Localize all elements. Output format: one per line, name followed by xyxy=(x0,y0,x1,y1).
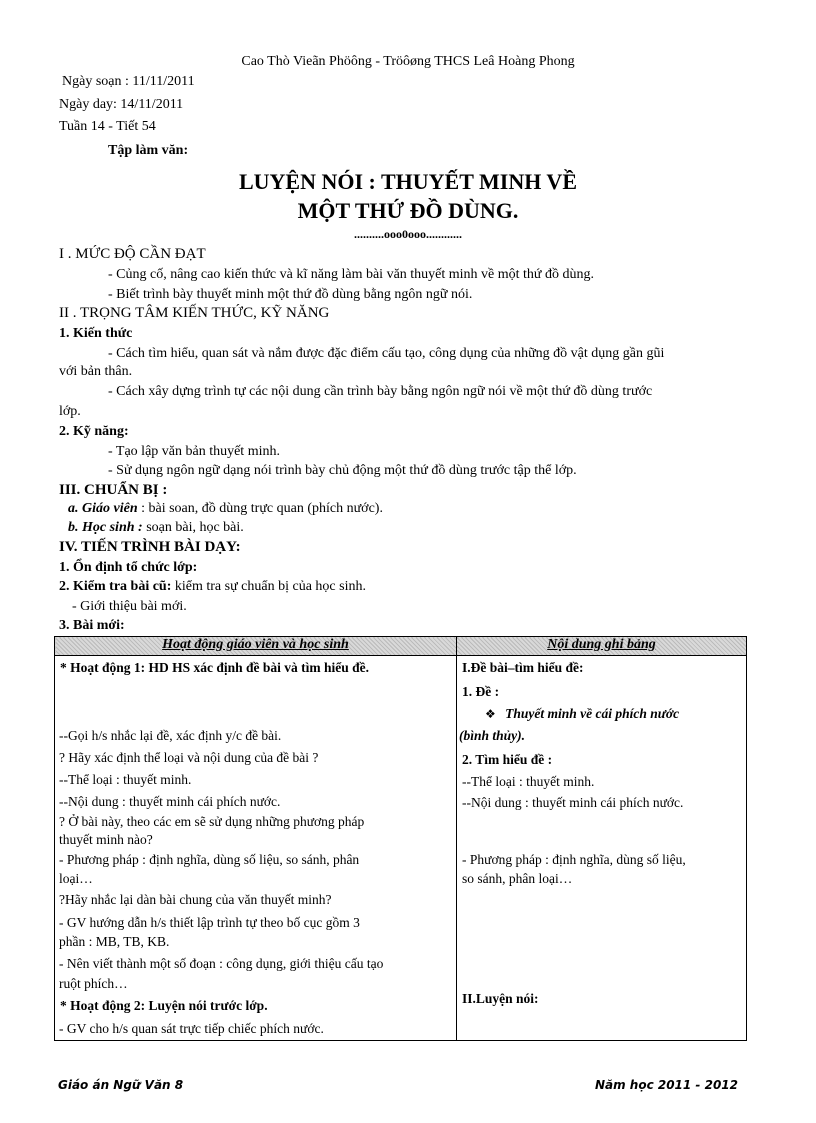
activity-line: - Phương pháp : định nghĩa, dùng số liệu, so sánh, phân xyxy=(59,852,360,867)
step-3: 3. Bài mới: xyxy=(59,618,125,633)
prep-date: Ngày soạn : 11/11/2011 xyxy=(62,74,195,89)
board-topic-label: 1. Đề : xyxy=(462,684,500,699)
step-2-text: kiểm tra sự chuẩn bị của học sinh. xyxy=(174,579,366,594)
student-text: soạn bài, học bài. xyxy=(146,520,244,535)
section-2-heading: II . TRỌNG TÂM KIẾN THỨC, KỸ NĂNG xyxy=(59,305,330,321)
skills-heading: 2. Kỹ năng: xyxy=(59,424,129,439)
activity-line: ?Hãy nhắc lại dàn bài chung của văn thuyết minh? xyxy=(59,892,332,907)
board-section-2: II.Luyện nói: xyxy=(462,991,539,1006)
activity-line: phần : MB, TB, KB. xyxy=(59,934,170,949)
col-header-board: Nội dung ghi bảng xyxy=(457,637,747,656)
step-2 xyxy=(59,579,366,595)
col-header-activities: Hoạt động giáo viên và học sinh xyxy=(55,637,457,656)
footer-right: Năm học 2011 - 2012 xyxy=(594,1078,738,1092)
section-1-heading: I . MỨC ĐỘ CẦN ĐẠT xyxy=(59,246,206,262)
activity-line: - GV hướng dẫn h/s thiết lập trình tự theo bố cục gồm 3 xyxy=(59,915,360,930)
lesson-table xyxy=(54,636,747,1041)
knowledge-line1b: với bản thân. xyxy=(59,364,133,379)
activity-line: --Gọi h/s nhắc lại đề, xác định y/c đề bài. xyxy=(59,728,282,743)
activity-line: ruột phích… xyxy=(59,976,128,991)
step-2-sub: - Giới thiệu bài mới. xyxy=(72,599,187,614)
skills-line2: - Sử dụng ngôn ngữ dạng nói trình bày chủ động một thứ đồ dùng trước tập thể lớp. xyxy=(108,463,577,478)
teacher-text: : bài soan, đồ dùng trực quan (phích nước). xyxy=(141,501,383,516)
activity-line: ? Hãy xác định thể loại và nội dung của đề bài ? xyxy=(59,750,319,765)
diamond-bullet-icon: ❖ xyxy=(485,707,496,721)
section-1-line2: - Biết trình bày thuyết minh một thứ đồ dùng bằng ngôn ngữ nói. xyxy=(108,287,473,302)
footer-left: Giáo án Ngữ Văn 8 xyxy=(58,1078,184,1092)
board-line: --Thể loại : thuyết minh. xyxy=(462,774,595,789)
board-topic xyxy=(485,706,679,722)
board-line: so sánh, phân loại… xyxy=(462,871,573,886)
knowledge-line2a: - Cách xây dựng trình tự các nội dung cần trình bày bằng ngôn ngữ nói về một thứ đồ dùng trước xyxy=(108,384,653,399)
running-header: Cao Thò Vieãn Phöông - Tröôøng THCS Leâ Hoàng Phong xyxy=(241,54,575,69)
board-cell xyxy=(457,656,747,1041)
subject-label: Tập làm văn: xyxy=(108,143,189,158)
activity-line: - Nên viết thành một số đoạn : công dụng, giới thiệu cấu tạo xyxy=(59,956,384,971)
step-1: 1. Ổn định tổ chức lớp: xyxy=(59,560,198,575)
activities-cell xyxy=(55,656,457,1041)
teacher-prep xyxy=(68,501,383,517)
board-analysis-label: 2. Tìm hiểu đề : xyxy=(462,752,553,767)
board-topic-text: Thuyết minh về cái phích nước xyxy=(505,706,680,721)
student-prep xyxy=(68,520,244,536)
board-section-1: I.Đề bài–tìm hiểu đề: xyxy=(462,660,584,675)
skills-line1: - Tạo lập văn bản thuyết minh. xyxy=(108,444,280,459)
knowledge-line2b: lớp. xyxy=(59,404,81,419)
knowledge-line1a: - Cách tìm hiểu, quan sát và nắm được đặc điểm cấu tạo, công dụng của những đồ vật dụng gần gũi xyxy=(108,346,665,361)
activity-line: ? Ở bài này, theo các em sẽ sử dụng những phương pháp xyxy=(59,814,365,829)
activity-2-heading: * Hoạt động 2: Luyện nói trước lớp. xyxy=(60,998,268,1013)
activity-line: loại… xyxy=(59,871,93,886)
section-1-line1: - Củng cố, nâng cao kiến thức và kĩ năng làm bài văn thuyết minh về một thứ đồ dùng. xyxy=(108,267,595,282)
board-line: --Nội dung : thuyết minh cái phích nước. xyxy=(462,795,684,810)
page-title-line2: MỘT THỨ ĐỒ DÙNG. xyxy=(297,198,519,223)
title-divider: ..........ooo0ooo............ xyxy=(354,227,462,241)
knowledge-heading: 1. Kiến thức xyxy=(59,326,133,341)
step-2-label: 2. Kiểm tra bài cũ: xyxy=(59,579,172,594)
activity-line: --Nội dung : thuyết minh cái phích nước. xyxy=(59,794,281,809)
activity-line: thuyết minh nào? xyxy=(59,832,153,847)
week-period: Tuần 14 - Tiết 54 xyxy=(59,119,156,134)
section-4-heading: IV. TIẾN TRÌNH BÀI DẠY: xyxy=(59,539,241,555)
board-line: - Phương pháp : định nghĩa, dùng số liệu, xyxy=(462,852,686,867)
activity-line: - GV cho h/s quan sát trực tiếp chiếc phích nước. xyxy=(59,1021,324,1036)
board-topic-text-cont: (bình thủy). xyxy=(459,728,526,743)
section-3-heading: III. CHUẨN BỊ : xyxy=(59,482,168,498)
teach-date: Ngày day: 14/11/2011 xyxy=(59,97,184,112)
teacher-label: a. Giáo viên xyxy=(68,501,138,516)
activity-1-heading: * Hoạt động 1: HD HS xác định đề bài và tìm hiểu đề. xyxy=(60,660,370,675)
activity-line: --Thể loại : thuyết minh. xyxy=(59,772,192,787)
page-title-line1: LUYỆN NÓI : THUYẾT MINH VỀ xyxy=(238,169,577,194)
student-label: b. Học sinh : xyxy=(68,520,143,535)
